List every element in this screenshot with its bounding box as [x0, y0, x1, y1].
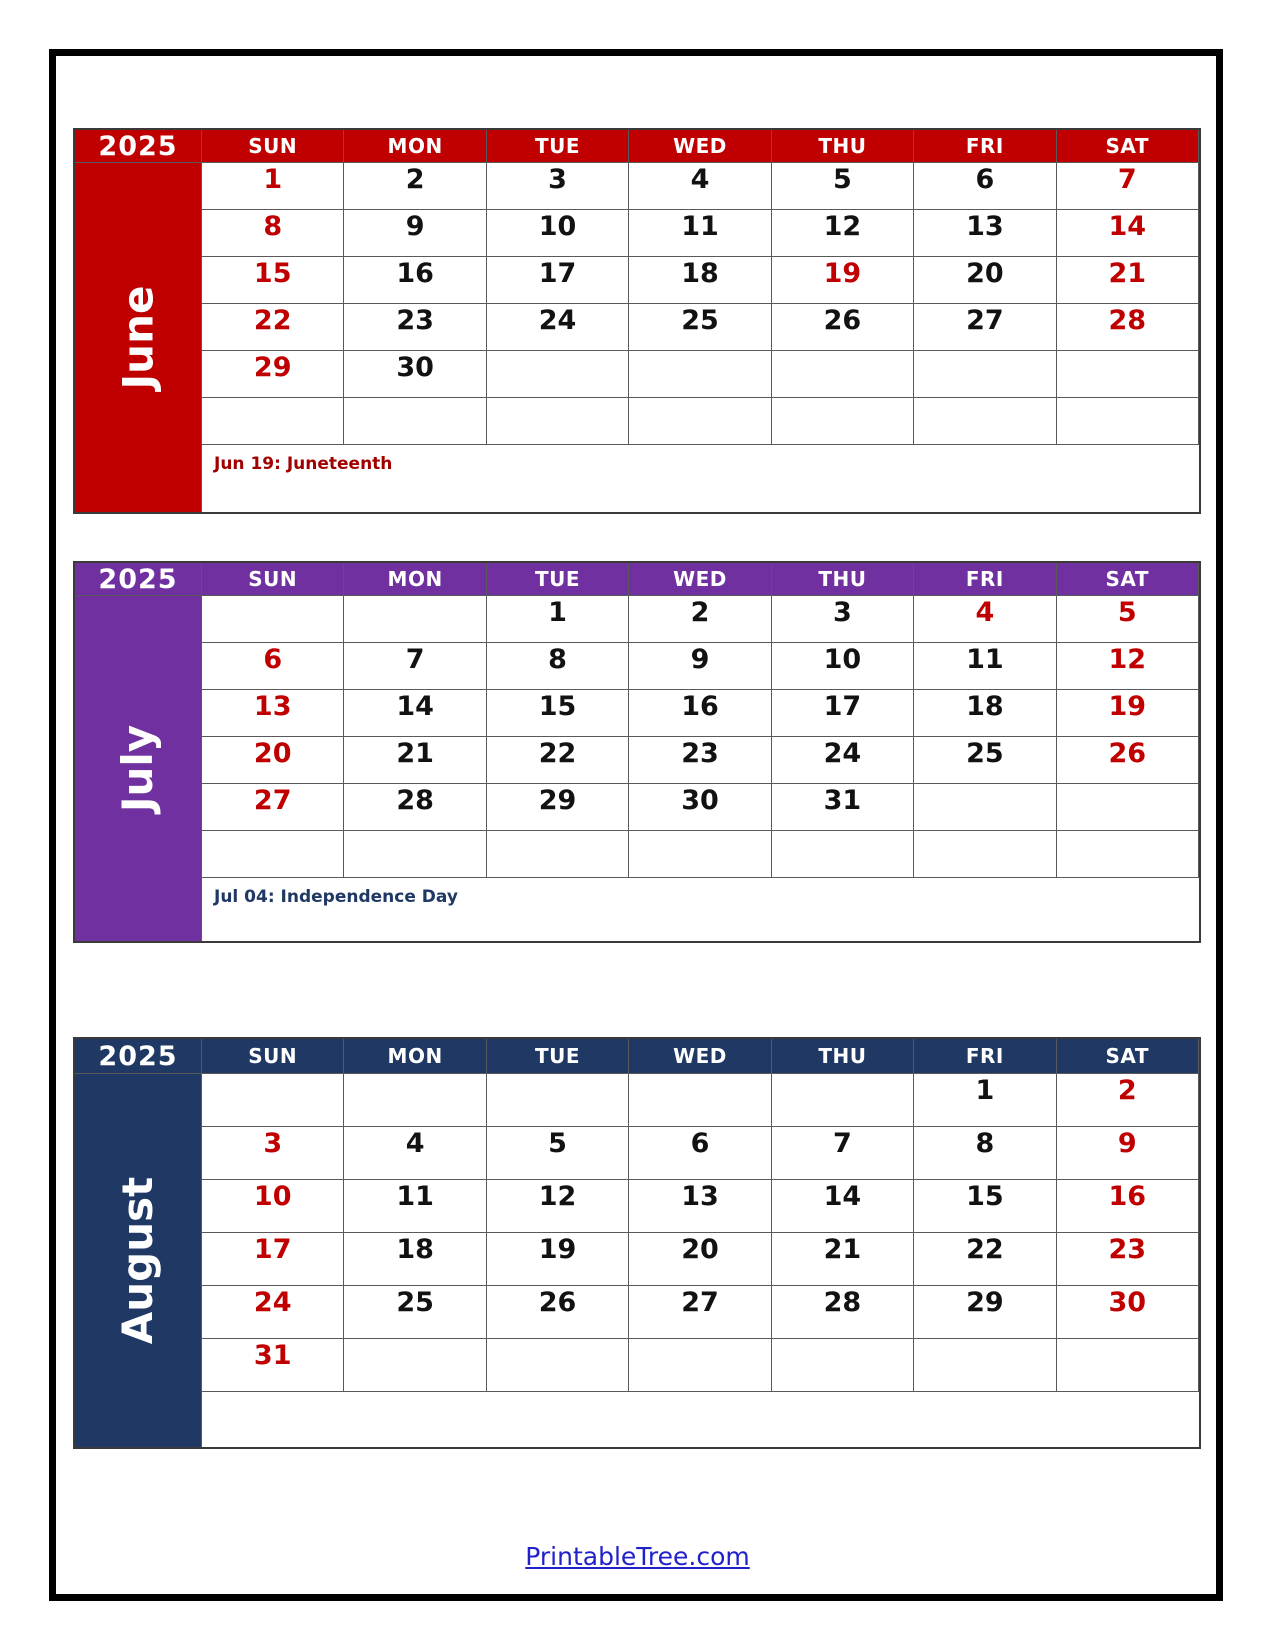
day-number: 25: [966, 738, 1004, 769]
date-cell: [202, 398, 344, 445]
date-cell: [772, 690, 914, 737]
day-number: 15: [966, 1181, 1004, 1212]
date-cell: [629, 210, 771, 257]
date-cell: [1057, 163, 1199, 210]
day-number: 21: [396, 738, 434, 769]
date-cell: [629, 831, 771, 878]
day-number: 31: [823, 785, 862, 816]
day-number: 11: [966, 644, 1004, 675]
day-header-thu: THU: [772, 563, 914, 596]
day-number: 3: [833, 597, 852, 628]
date-cell: [1057, 210, 1199, 257]
day-number: 5: [548, 1128, 567, 1159]
date-cell: [202, 304, 344, 351]
day-number: 23: [1108, 1234, 1147, 1265]
site-footer: [0, 1542, 1275, 1571]
day-number: 30: [681, 785, 719, 816]
date-cell: [344, 304, 486, 351]
day-number: 24: [823, 738, 862, 769]
day-header-thu: THU: [772, 130, 914, 163]
day-number: 28: [1108, 305, 1147, 336]
date-cell: [1057, 643, 1199, 690]
day-number: 23: [396, 305, 434, 336]
day-number: 28: [396, 785, 434, 816]
month-band: [75, 163, 202, 512]
date-cell: [914, 398, 1056, 445]
date-cell: [487, 210, 629, 257]
date-cell: [914, 831, 1056, 878]
date-cell: [772, 304, 914, 351]
date-cell: [1057, 1233, 1199, 1286]
date-cell: [629, 1127, 771, 1180]
day-number: 10: [538, 211, 577, 242]
day-number: 9: [405, 211, 425, 242]
day-number: 18: [681, 258, 719, 289]
month-august: [73, 1037, 1201, 1449]
date-cell: [772, 257, 914, 304]
date-cell: [344, 210, 486, 257]
day-number: 22: [966, 1234, 1004, 1265]
date-cell: [629, 1074, 771, 1127]
date-cell: [772, 351, 914, 398]
date-cell: [772, 596, 914, 643]
day-number: 13: [681, 1181, 719, 1212]
date-cell: [629, 351, 771, 398]
date-cell: [487, 163, 629, 210]
date-cell: [344, 784, 486, 831]
day-number: 12: [538, 1181, 577, 1212]
day-number: 30: [1108, 1287, 1147, 1318]
day-number: 3: [263, 1128, 283, 1159]
date-cell: [772, 163, 914, 210]
day-header-mon: MON: [344, 1039, 486, 1074]
day-number: 22: [253, 305, 292, 336]
day-number: 2: [690, 597, 710, 628]
day-number: 29: [966, 1287, 1004, 1318]
date-cell: [629, 784, 771, 831]
date-cell: [1057, 398, 1199, 445]
holiday-note: Jul 04: Independence Day: [202, 878, 1199, 941]
day-number: 11: [396, 1181, 434, 1212]
date-cell: [629, 257, 771, 304]
date-cell: [202, 784, 344, 831]
day-header-sun: SUN: [202, 563, 344, 596]
day-header-sun: SUN: [202, 1039, 344, 1074]
day-number: 24: [538, 305, 577, 336]
date-cell: [344, 737, 486, 784]
day-number: 20: [966, 258, 1004, 289]
date-cell: [914, 1339, 1056, 1392]
date-cell: [772, 784, 914, 831]
day-header-wed: WED: [629, 563, 771, 596]
site-link[interactable]: PrintableTree.com: [525, 1542, 750, 1571]
day-number: 6: [263, 644, 283, 675]
day-number: 25: [681, 305, 719, 336]
day-number: 14: [823, 1181, 862, 1212]
date-cell: [344, 690, 486, 737]
date-cell: [1057, 1339, 1199, 1392]
day-number: 13: [966, 211, 1004, 242]
day-number: 4: [975, 597, 995, 628]
month-band-label: July: [113, 724, 163, 813]
holiday-note: [202, 1392, 1199, 1447]
date-cell: [202, 1339, 344, 1392]
date-cell: [344, 163, 486, 210]
date-cell: [487, 784, 629, 831]
date-cell: [914, 1180, 1056, 1233]
date-cell: [487, 1127, 629, 1180]
date-cell: [914, 737, 1056, 784]
day-number: 10: [253, 1181, 292, 1212]
month-june: [73, 128, 1201, 514]
day-number: 17: [538, 258, 577, 289]
day-number: 26: [538, 1287, 577, 1318]
day-header-sat: SAT: [1057, 130, 1199, 163]
day-number: 20: [681, 1234, 719, 1265]
date-cell: [487, 257, 629, 304]
holiday-note: Jun 19: Juneteenth: [202, 445, 1199, 512]
day-number: 31: [253, 1340, 292, 1371]
day-number: 29: [538, 785, 577, 816]
day-number: 1: [263, 164, 283, 195]
date-cell: [202, 831, 344, 878]
date-cell: [1057, 784, 1199, 831]
month-band-label: June: [113, 285, 163, 390]
date-cell: [344, 398, 486, 445]
date-cell: [202, 163, 344, 210]
date-cell: [772, 737, 914, 784]
day-number: 13: [253, 691, 292, 722]
day-number: 16: [681, 691, 719, 722]
day-number: 12: [823, 211, 862, 242]
date-cell: [629, 1180, 771, 1233]
month-band-label: August: [113, 1176, 163, 1345]
day-header-wed: WED: [629, 1039, 771, 1074]
date-cell: [202, 690, 344, 737]
day-number: 20: [253, 738, 292, 769]
day-number: 26: [823, 305, 862, 336]
date-cell: [202, 1074, 344, 1127]
day-number: 30: [396, 352, 434, 383]
date-cell: [629, 737, 771, 784]
date-cell: [202, 1180, 344, 1233]
date-cell: [344, 1127, 486, 1180]
date-cell: [344, 257, 486, 304]
date-cell: [1057, 737, 1199, 784]
day-header-tue: TUE: [487, 130, 629, 163]
date-cell: [914, 210, 1056, 257]
date-cell: [772, 1233, 914, 1286]
day-header-tue: TUE: [487, 1039, 629, 1074]
day-number: 27: [253, 785, 292, 816]
day-header-fri: FRI: [914, 1039, 1056, 1074]
date-cell: [344, 1233, 486, 1286]
date-cell: [629, 163, 771, 210]
date-cell: [629, 398, 771, 445]
date-cell: [1057, 831, 1199, 878]
date-cell: [772, 643, 914, 690]
day-number: 19: [1108, 691, 1147, 722]
day-number: 25: [396, 1287, 434, 1318]
year-label: 2025: [75, 563, 202, 596]
day-header-sat: SAT: [1057, 563, 1199, 596]
day-number: 2: [405, 164, 425, 195]
day-number: 2: [1117, 1075, 1137, 1106]
date-cell: [772, 398, 914, 445]
date-cell: [1057, 351, 1199, 398]
date-cell: [202, 257, 344, 304]
day-number: 9: [690, 644, 710, 675]
date-cell: [914, 784, 1056, 831]
day-number: 14: [396, 691, 434, 722]
day-number: 15: [538, 691, 577, 722]
date-cell: [344, 643, 486, 690]
date-cell: [629, 596, 771, 643]
date-cell: [202, 596, 344, 643]
date-cell: [914, 351, 1056, 398]
date-cell: [914, 1233, 1056, 1286]
day-number: 27: [966, 305, 1004, 336]
month-band: [75, 596, 202, 941]
day-number: 21: [1108, 258, 1147, 289]
date-cell: [914, 1127, 1056, 1180]
day-number: 6: [975, 164, 995, 195]
day-number: 16: [396, 258, 434, 289]
date-cell: [487, 1074, 629, 1127]
date-cell: [1057, 596, 1199, 643]
date-cell: [202, 210, 344, 257]
day-header-tue: TUE: [487, 563, 629, 596]
date-cell: [772, 1074, 914, 1127]
day-number: 26: [1108, 738, 1147, 769]
date-cell: [1057, 1180, 1199, 1233]
date-cell: [914, 1286, 1056, 1339]
day-number: 7: [1117, 164, 1137, 195]
day-number: 4: [690, 164, 710, 195]
month-band: [75, 1074, 202, 1447]
date-cell: [202, 1286, 344, 1339]
day-number: 27: [681, 1287, 719, 1318]
day-number: 29: [253, 352, 292, 383]
day-number: 12: [1108, 644, 1147, 675]
date-cell: [914, 690, 1056, 737]
day-number: 14: [1108, 211, 1147, 242]
date-cell: [487, 643, 629, 690]
year-label: 2025: [75, 1039, 202, 1074]
date-cell: [487, 1233, 629, 1286]
date-cell: [202, 1233, 344, 1286]
date-cell: [914, 257, 1056, 304]
day-number: 24: [253, 1287, 292, 1318]
date-cell: [487, 737, 629, 784]
day-header-wed: WED: [629, 130, 771, 163]
date-cell: [629, 643, 771, 690]
day-number: 23: [681, 738, 719, 769]
day-number: 21: [823, 1234, 862, 1265]
day-number: 22: [538, 738, 577, 769]
date-cell: [1057, 257, 1199, 304]
day-number: 28: [823, 1287, 862, 1318]
date-cell: [344, 1339, 486, 1392]
day-number: 7: [405, 644, 425, 675]
day-number: 5: [833, 164, 852, 195]
date-cell: [772, 1286, 914, 1339]
day-number: 4: [405, 1128, 425, 1159]
day-number: 8: [548, 644, 567, 675]
day-number: 19: [823, 258, 862, 289]
year-label: 2025: [75, 130, 202, 163]
date-cell: [914, 304, 1056, 351]
day-number: 7: [833, 1128, 852, 1159]
date-cell: [629, 1233, 771, 1286]
date-cell: [487, 1339, 629, 1392]
day-number: 19: [538, 1234, 577, 1265]
day-number: 8: [975, 1128, 995, 1159]
day-header-sun: SUN: [202, 130, 344, 163]
date-cell: [344, 1180, 486, 1233]
day-number: 11: [681, 211, 719, 242]
date-cell: [344, 1286, 486, 1339]
date-cell: [772, 831, 914, 878]
day-number: 18: [966, 691, 1004, 722]
day-header-fri: FRI: [914, 130, 1056, 163]
date-cell: [1057, 1286, 1199, 1339]
date-cell: [487, 596, 629, 643]
date-cell: [1057, 1127, 1199, 1180]
date-cell: [772, 1127, 914, 1180]
date-cell: [629, 304, 771, 351]
date-cell: [772, 1339, 914, 1392]
date-cell: [202, 351, 344, 398]
day-number: 9: [1117, 1128, 1137, 1159]
date-cell: [344, 831, 486, 878]
date-cell: [344, 1074, 486, 1127]
date-cell: [914, 1074, 1056, 1127]
date-cell: [344, 351, 486, 398]
date-cell: [629, 690, 771, 737]
date-cell: [914, 163, 1056, 210]
date-cell: [487, 304, 629, 351]
date-cell: [202, 643, 344, 690]
day-number: 3: [548, 164, 567, 195]
day-number: 17: [823, 691, 862, 722]
day-number: 16: [1108, 1181, 1147, 1212]
date-cell: [487, 1180, 629, 1233]
date-cell: [1057, 1074, 1199, 1127]
day-number: 1: [548, 597, 567, 628]
date-cell: [487, 351, 629, 398]
date-cell: [202, 1127, 344, 1180]
date-cell: [629, 1286, 771, 1339]
day-number: 15: [253, 258, 292, 289]
date-cell: [1057, 304, 1199, 351]
date-cell: [629, 1339, 771, 1392]
month-july: [73, 561, 1201, 943]
day-number: 6: [690, 1128, 710, 1159]
date-cell: [487, 831, 629, 878]
date-cell: [914, 643, 1056, 690]
day-number: 18: [396, 1234, 434, 1265]
date-cell: [487, 398, 629, 445]
day-header-fri: FRI: [914, 563, 1056, 596]
day-number: 17: [253, 1234, 292, 1265]
day-number: 10: [823, 644, 862, 675]
date-cell: [202, 737, 344, 784]
date-cell: [487, 1286, 629, 1339]
date-cell: [1057, 690, 1199, 737]
day-number: 5: [1117, 597, 1137, 628]
day-header-thu: THU: [772, 1039, 914, 1074]
date-cell: [914, 596, 1056, 643]
day-header-sat: SAT: [1057, 1039, 1199, 1074]
date-cell: [344, 596, 486, 643]
day-header-mon: MON: [344, 130, 486, 163]
date-cell: [772, 1180, 914, 1233]
date-cell: [487, 690, 629, 737]
date-cell: [772, 210, 914, 257]
day-number: 8: [263, 211, 283, 242]
day-header-mon: MON: [344, 563, 486, 596]
day-number: 1: [975, 1075, 995, 1106]
